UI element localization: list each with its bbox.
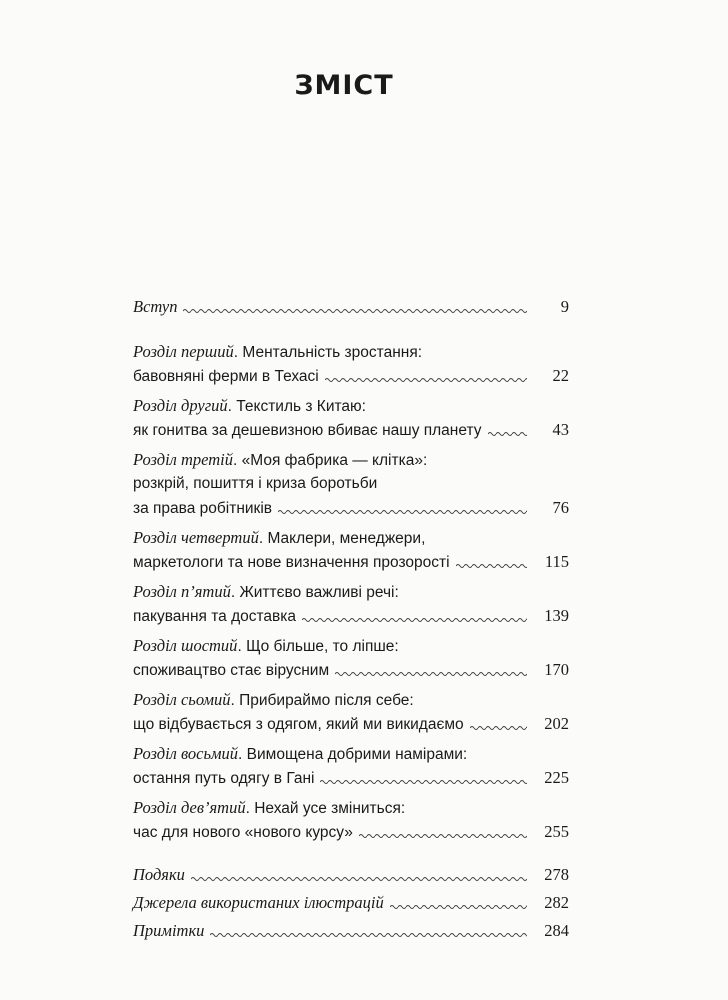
toc-entry-chapter-5 xyxy=(133,581,569,629)
wavy-leader xyxy=(183,307,527,314)
toc-row xyxy=(133,713,569,737)
toc-line xyxy=(133,473,569,497)
toc-entry-title: Вимощена добрими намірами: xyxy=(246,746,468,763)
toc-entry-title: Життєво важливі речі: xyxy=(239,584,399,601)
toc-line: Розділ п’ятий. Життєво важливі речі: xyxy=(133,582,399,601)
toc-entry-title: Що більше, то ліпше: xyxy=(246,638,399,655)
toc-page-number: 284 xyxy=(544,921,569,940)
toc-entry-title: Ментальність зростання: xyxy=(242,344,423,361)
toc-entry-title-continued: споживацтво стає вірусним xyxy=(133,662,330,679)
toc-entry-chapter-2 xyxy=(133,395,569,443)
toc-page-number: 255 xyxy=(544,822,569,841)
wavy-leader xyxy=(470,724,527,731)
toc-entry-chapter-9 xyxy=(133,797,569,845)
wavy-leader xyxy=(456,562,527,569)
toc-entry-label: Розділ сьомий xyxy=(133,690,231,709)
wavy-leader xyxy=(191,875,527,882)
toc-entry-chapter-4 xyxy=(133,527,569,575)
toc-page-number: 202 xyxy=(544,714,569,733)
toc-row xyxy=(133,892,569,916)
wavy-leader xyxy=(488,430,528,437)
toc-row xyxy=(133,419,569,443)
wavy-leader xyxy=(359,832,527,839)
toc-page-number: 43 xyxy=(552,420,569,439)
toc-entry-chapter-8 xyxy=(133,743,569,791)
toc-page-number: 225 xyxy=(544,768,569,787)
toc-line: Розділ четвертий. Маклери, менеджери, xyxy=(133,528,426,547)
toc-line: Розділ восьмий. Вимощена добрими намірами: xyxy=(133,744,468,763)
toc-page-number: 170 xyxy=(544,660,569,679)
toc-entry-chapter-6 xyxy=(133,635,569,683)
toc-entry-label: Джерела використаних ілюстрацій xyxy=(133,893,384,912)
toc-entry-label: Розділ четвертий xyxy=(133,528,259,547)
toc-entry-notes xyxy=(133,920,569,944)
toc-entry-chapter-1 xyxy=(133,341,569,389)
toc-row xyxy=(133,920,569,944)
toc-row xyxy=(133,365,569,389)
toc-entry-label: Розділ дев’ятий xyxy=(133,798,246,817)
toc-row xyxy=(133,605,569,629)
toc-line: Розділ сьомий. Прибираймо після себе: xyxy=(133,690,414,709)
toc-entry-label: Подяки xyxy=(133,865,185,884)
toc-entry-intro xyxy=(133,296,569,320)
toc-line: Розділ другий. Текстиль з Китаю: xyxy=(133,396,366,415)
toc-page-number: 115 xyxy=(544,552,569,571)
wavy-leader xyxy=(390,903,527,910)
toc-entry-title-continued: як гонитва за дешевизною вбиває нашу планету xyxy=(133,422,482,439)
toc-row xyxy=(133,821,569,845)
toc-entry-label: Розділ п’ятий xyxy=(133,582,231,601)
toc-entry-label: Розділ перший xyxy=(133,342,234,361)
toc-entry-title: Маклери, менеджери, xyxy=(267,530,426,547)
toc-entry-title-continued: час для нового «нового курсу» xyxy=(133,824,353,841)
toc-entry-title-continued: бавовняні ферми в Техасі xyxy=(133,368,319,385)
wavy-leader xyxy=(320,778,527,785)
wavy-leader xyxy=(302,616,527,623)
toc-entry-label: Розділ другий xyxy=(133,396,228,415)
toc-row xyxy=(133,659,569,683)
page-title: ЗМІСТ xyxy=(294,70,394,101)
toc-entry-illustration-sources xyxy=(133,892,569,916)
toc-entry-label: Розділ третій xyxy=(133,450,234,469)
toc-entry-title: Текстиль з Китаю: xyxy=(236,398,366,415)
toc-row xyxy=(133,767,569,791)
toc-page-number: 76 xyxy=(552,498,569,517)
toc-row xyxy=(133,497,569,521)
toc-entry-chapter-3 xyxy=(133,449,569,521)
toc-page-number: 9 xyxy=(560,297,569,316)
toc-entry-title-continued: пакування та доставка xyxy=(133,608,297,625)
toc-entry-title-continued: за права робітників xyxy=(133,500,272,517)
toc-entry-label: Розділ восьмий xyxy=(133,744,239,763)
toc-page-number: 139 xyxy=(544,606,569,625)
table-of-contents xyxy=(133,296,569,944)
wavy-leader xyxy=(278,508,527,515)
wavy-leader xyxy=(335,670,527,677)
wavy-leader xyxy=(210,931,527,938)
toc-entry-title: Прибираймо після себе: xyxy=(239,692,414,709)
toc-entry-label: Розділ шостий xyxy=(133,636,238,655)
toc-page-number: 22 xyxy=(552,366,569,385)
toc-entry-acknowledgements xyxy=(133,864,569,888)
toc-entry-title-continued: маркетологи та нове визначення прозорості xyxy=(133,554,450,571)
toc-page-number: 278 xyxy=(544,865,569,884)
toc-entry-title: «Моя фабрика — клітка»: xyxy=(241,452,428,469)
toc-entry-title: Нехай усе зміниться: xyxy=(254,800,406,817)
toc-line: Розділ третій. «Моя фабрика — клітка»: xyxy=(133,450,428,469)
toc-entry-chapter-7 xyxy=(133,689,569,737)
toc-entry-label: Примітки xyxy=(133,921,205,940)
toc-row xyxy=(133,296,569,320)
toc-line: Розділ дев’ятий. Нехай усе зміниться: xyxy=(133,798,406,817)
wavy-leader xyxy=(325,376,527,383)
toc-entry-title-continued: що відбувається з одягом, який ми викидаємо xyxy=(133,716,464,733)
toc-entry-label: Вступ xyxy=(133,297,178,316)
toc-row xyxy=(133,551,569,575)
toc-row xyxy=(133,864,569,888)
toc-entry-title-continued: розкрій, пошиття і криза боротьби xyxy=(133,475,378,492)
toc-line: Розділ шостий. Що більше, то ліпше: xyxy=(133,636,399,655)
toc-entry-title-continued: остання путь одягу в Гані xyxy=(133,770,315,787)
toc-line: Розділ перший. Ментальність зростання: xyxy=(133,342,423,361)
toc-page-number: 282 xyxy=(544,893,569,912)
